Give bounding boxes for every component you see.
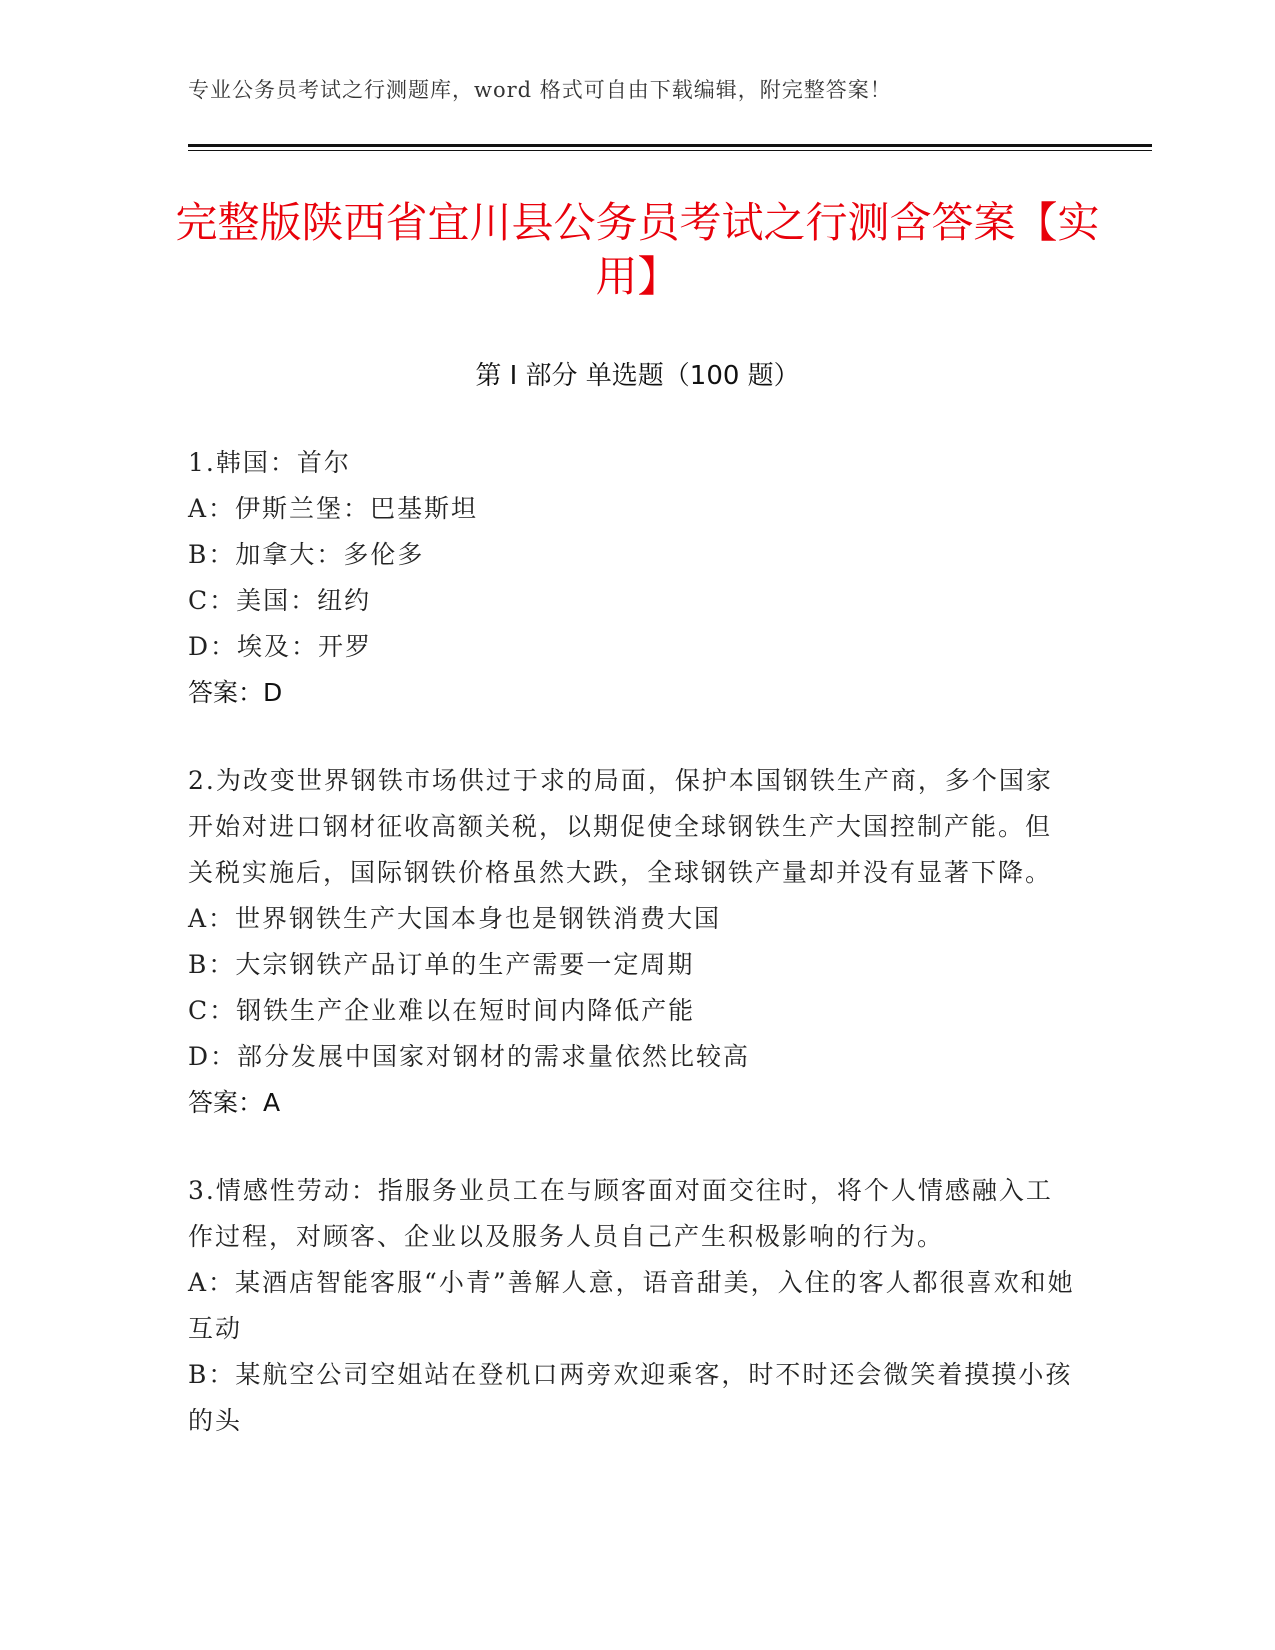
question-stem: 1.韩国：首尔 (188, 448, 351, 477)
question-2 (188, 758, 1078, 1126)
question-stem: 2.为改变世界钢铁市场供过于求的局面，保护本国钢铁生产商，多个国家开始对进口钢材征收高额关税，以期促使全球钢铁生产大国控制产能。但关税实施后，国际钢铁价格虽然大跌，全球钢铁产量却并没有显著下降。 (188, 766, 1053, 887)
option-a: A：伊斯兰堡：巴基斯坦 (188, 494, 479, 523)
header-note: 专业公务员考试之行测题库，word 格式可自由下载编辑，附完整答案！ (188, 78, 892, 102)
option-a: A：某酒店智能客服“小青”善解人意，语音甜美，入住的客人都很喜欢和她互动 (188, 1268, 1075, 1343)
answer: 答案：A (188, 1088, 281, 1117)
option-b: B：大宗钢铁产品订单的生产需要一定周期 (188, 950, 695, 979)
option-b: B：加拿大：多伦多 (188, 540, 425, 569)
header-rule-thick (188, 144, 1152, 147)
header-rule-thin (188, 150, 1152, 151)
option-d: D：部分发展中国家对钢材的需求量依然比较高 (188, 1042, 751, 1071)
answer: 答案：D (188, 678, 283, 707)
option-d: D：埃及：开罗 (188, 632, 373, 661)
option-b: B：某航空公司空姐站在登机口两旁欢迎乘客，时不时还会微笑着摸摸小孩的头 (188, 1360, 1073, 1435)
question-3 (188, 1168, 1078, 1444)
question-stem: 3.情感性劳动：指服务业员工在与顾客面对面交往时，将个人情感融入工作过程，对顾客、企业以及服务人员自己产生积极影响的行为。 (188, 1176, 1053, 1251)
question-list (188, 440, 1078, 1444)
option-c: C：美国：纽约 (188, 586, 372, 615)
option-a: A：世界钢铁生产大国本身也是钢铁消费大国 (188, 904, 722, 933)
section-title: 第 I 部分 单选题（100 题） (475, 361, 800, 391)
option-c: C：钢铁生产企业难以在短时间内降低产能 (188, 996, 696, 1025)
question-1 (188, 440, 1078, 716)
document-title: 完整版陕西省宜川县公务员考试之行测含答案【实用】 (175, 198, 1100, 301)
